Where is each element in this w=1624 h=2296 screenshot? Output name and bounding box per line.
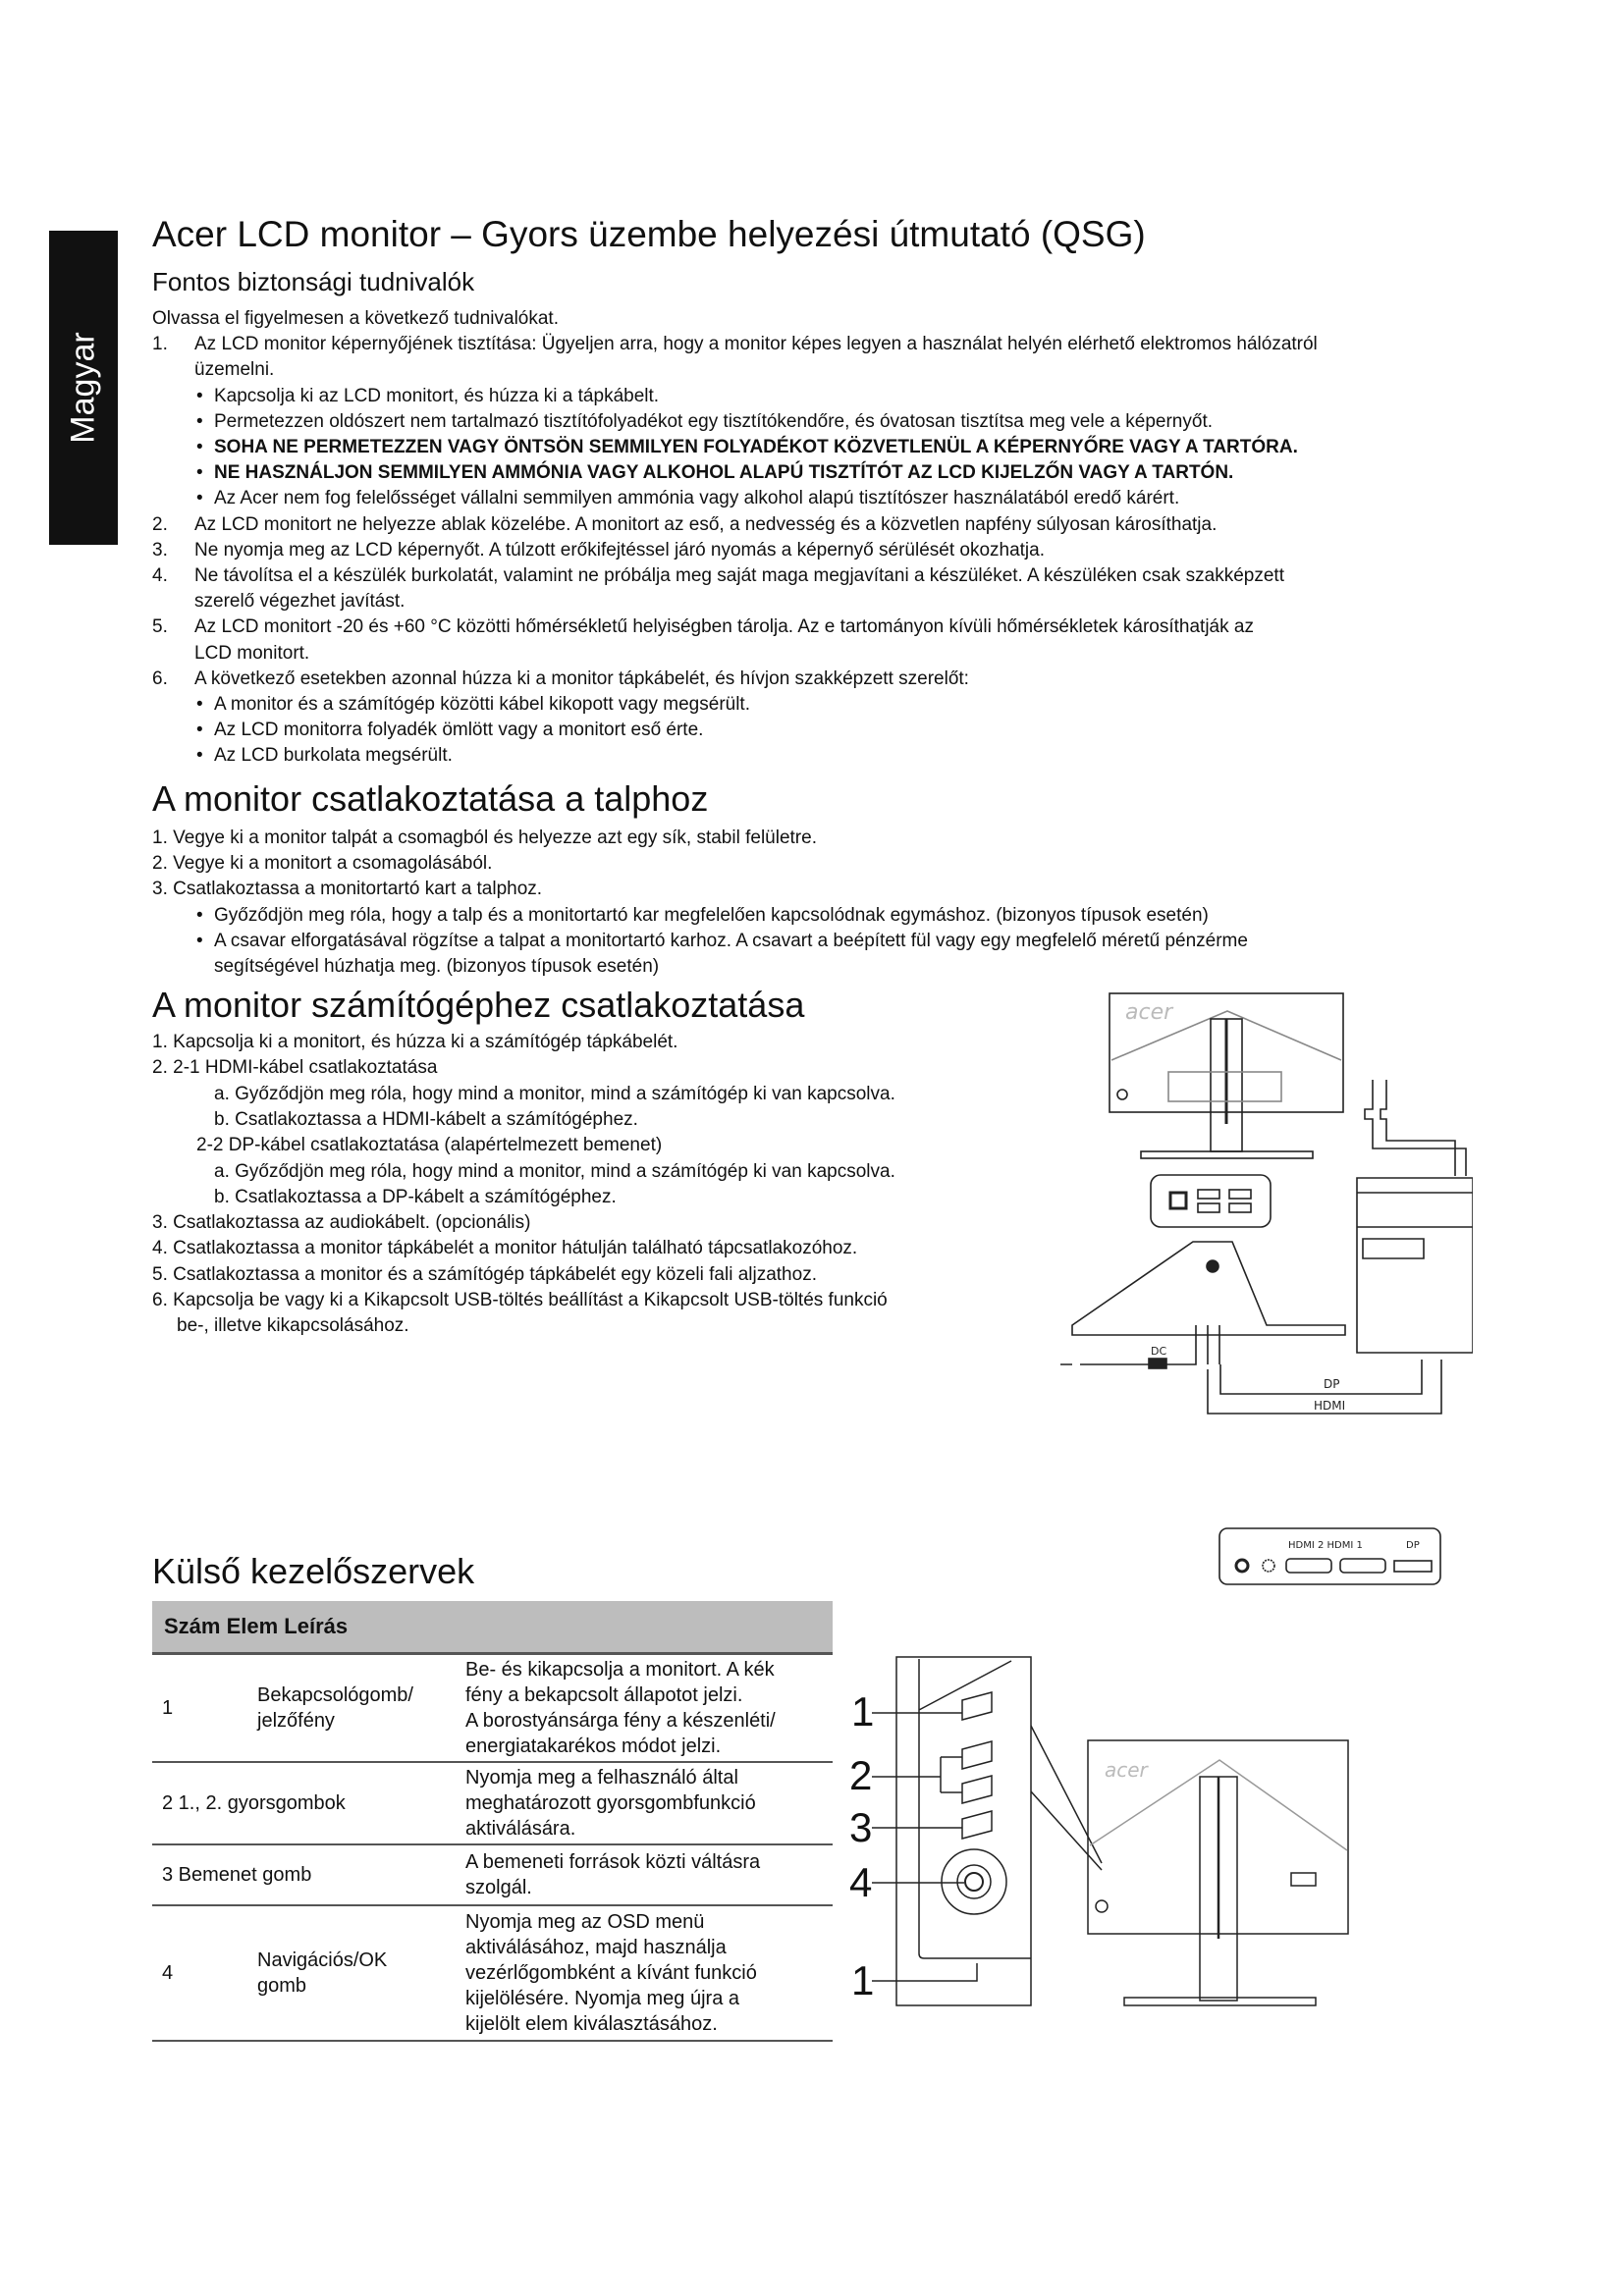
table-desc: kijelölésére. Nyomja meg újra a [465, 1988, 740, 2009]
list-marker: • [196, 904, 203, 926]
controls-heading: Külső kezelőszervek [152, 1551, 475, 1591]
safety-line: szerelő végezhet javítást. [194, 591, 406, 613]
safety-heading: Fontos biztonsági tudnivalók [152, 267, 475, 296]
pc-step: 6. Kapcsolja be vagy ki a Kikapcsolt USB-töltés beállítást a Kikapcsolt USB-töltés funkció [152, 1290, 888, 1310]
safety-line: SOHA NE PERMETEZZEN VAGY ÖNTSÖN SEMMILYEN FOLYADÉKOT KÖZVETLENÜL A KÉPERNYŐRE VAGY A TARTÓRA. [214, 437, 1298, 457]
stand-base-top-view [1072, 1242, 1345, 1335]
usb-a-port [1198, 1203, 1219, 1212]
stand-step: Győződjön meg róla, hogy a talp és a monitortartó kar megfelelően kapcsolódnak egymáshoz. (bizonyos típusok esetén) [214, 904, 1209, 926]
power-button [962, 1692, 992, 1720]
usb-a-port [1229, 1190, 1251, 1199]
safety-line: A következő esetekben azonnal húzza ki a monitor tápkábelét, és hívjon szakképzett szerelőt: [194, 667, 969, 689]
dc-in-port [1236, 1560, 1248, 1572]
table-rule [152, 1904, 833, 1906]
power-cable [1060, 1325, 1219, 1364]
table-desc: Be- és kikapcsolja a monitort. A kék [465, 1659, 775, 1681]
input-button [962, 1811, 992, 1839]
hdmi1-port [1340, 1559, 1385, 1573]
safety-line: Az LCD monitort -20 és +60 °C közötti hőmérsékletű helyiségben tárolja. Az e tartományon kívüli hőmérsékletek károsíthatják az [194, 616, 1254, 638]
io-ports [1291, 1873, 1316, 1886]
pc-tower [1357, 1178, 1473, 1353]
usb-a-port [1229, 1203, 1251, 1212]
safety-line: Ne nyomja meg az LCD képernyőt. A túlzott erőkifejtéssel járó nyomás a képernyő sérülését okozhatja. [194, 539, 1045, 561]
stand-step: 2. Vegye ki a monitort a csomagolásából. [152, 853, 493, 875]
callout-2: 2 [849, 1752, 873, 1798]
list-marker: • [196, 720, 203, 741]
list-marker: • [196, 385, 203, 406]
pc-step: a. Győződjön meg róla, hogy mind a monitor, mind a számítógép ki van kapcsolva. [214, 1083, 895, 1104]
table-header [152, 1601, 833, 1655]
list-marker: • [196, 437, 203, 457]
dp-port [1394, 1561, 1432, 1572]
table-num: 2 1., 2. gyorsgombok [162, 1792, 346, 1814]
pc-step: 3. Csatlakoztassa az audiokábelt. (opcionális) [152, 1212, 531, 1234]
language-label: Magyar [64, 332, 102, 444]
audio-port [1263, 1560, 1274, 1572]
table-desc: kijelölt elem kiválasztásához. [465, 2013, 718, 2035]
table-desc: A bemeneti források közti váltásra [465, 1851, 761, 1873]
table-desc: vezérlőgombként a kívánt funkció [465, 1962, 757, 1984]
list-marker: 4. [152, 565, 168, 586]
list-marker: 6. [152, 667, 168, 689]
list-marker: 1. [152, 334, 168, 355]
pc-step: 2-2 DP-kábel csatlakoztatása (alapértelmezett bemenet) [196, 1135, 663, 1156]
safety-line: Kapcsolja ki az LCD monitort, és húzza ki a tápkábelt. [214, 385, 660, 406]
safety-line: Olvassa el figyelmesen a következő tudnivalókat. [152, 308, 559, 329]
pc-heading: A monitor számítógéphez csatlakoztatása [152, 985, 805, 1025]
safety-line: NE HASZNÁLJON SEMMILYEN AMMÓNIA VAGY ALKOHOL ALAPÚ TISZTÍTÓT AZ LCD KIJELZŐN VAGY A TARTÓN. [214, 462, 1234, 484]
stand-step: segítségével húzhatja meg. (bizonyos típusok esetén) [214, 956, 660, 977]
language-tab [49, 231, 118, 545]
side-panel-outline [896, 1657, 1031, 2005]
port-dp-label: DP [1406, 1540, 1420, 1551]
list-marker: • [196, 694, 203, 715]
stand-step: 3. Csatlakoztassa a monitortartó kart a talphoz. [152, 879, 543, 900]
stand-base [1124, 1998, 1316, 2005]
list-marker: • [196, 745, 203, 767]
table-num: 4 [162, 1962, 174, 1984]
safety-line: Az LCD burkolata megsérült. [214, 745, 453, 767]
table-rule [152, 2040, 833, 2042]
joystick-small [1096, 1900, 1108, 1912]
safety-line: Az Acer nem fog felelősséget vállalni semmilyen ammónia vagy alkohol alapú tisztítószer használatából eredő kárért. [214, 488, 1180, 509]
pc-step: 1. Kapcsolja ki a monitort, és húzza ki a számítógép tápkábelét. [152, 1032, 678, 1052]
pc-step: 5. Csatlakoztassa a monitor és a számítógép tápkábelét egy közeli fali aljzathoz. [152, 1263, 817, 1285]
pc-step: 4. Csatlakoztassa a monitor tápkábelét a monitor hátulján található tápcsatlakozóhoz. [152, 1238, 858, 1259]
list-marker: • [196, 462, 203, 484]
table-header-label: Szám Elem Leírás [164, 1614, 349, 1638]
callout-4: 4 [849, 1859, 873, 1905]
safety-line: Az LCD monitort ne helyezze ablak közelébe. A monitort az eső, a nedvesség és a közvetlen napfény súlyosan károsíthatja. [194, 513, 1218, 535]
table-desc: aktiválására. [465, 1818, 576, 1840]
usb-panel [1151, 1175, 1271, 1227]
hdmi-label: HDMI [1314, 1399, 1346, 1413]
list-marker: • [196, 488, 203, 509]
rear-port-panel [1219, 1528, 1440, 1584]
table-item: Navigációs/OK [257, 1949, 388, 1971]
callout-1-indicator: 1 [851, 1957, 875, 2003]
safety-line: Az LCD monitor képernyőjének tisztítása: Ügyeljen arra, hogy a monitor képes legyen a használat helyén elérhető elektromos hálózatról [194, 334, 1318, 355]
list-marker: 5. [152, 616, 168, 638]
list-marker: 3. [152, 539, 168, 561]
list-marker: • [196, 410, 203, 432]
hotkey-1 [962, 1741, 992, 1769]
safety-line: Ne távolítsa el a készülék burkolatát, valamint ne próbálja meg saját maga megjavítani a készüléket. A készüléken csak szakképzett [194, 565, 1284, 586]
stand-step: A csavar elforgatásával rögzítse a talpat a monitortartó karhoz. A csavart a beépített fül vagy egy megfelelő méretű pénzérme [214, 930, 1248, 951]
stand-heading: A monitor csatlakoztatása a talphoz [152, 778, 709, 819]
usb-b-port [1170, 1193, 1186, 1208]
acer-logo: acer [1105, 1758, 1148, 1782]
pc-step: 2. 2-1 HDMI-kábel csatlakoztatása [152, 1057, 438, 1079]
table-num: 1 [162, 1697, 174, 1719]
connection-diagram [1060, 982, 1473, 1595]
table-desc: Nyomja meg a felhasználó által [465, 1767, 738, 1789]
pc-step: b. Csatlakoztassa a DP-kábelt a számítógéphez. [214, 1186, 617, 1207]
safety-line: üzemelni. [194, 359, 275, 381]
table-desc: aktiválásához, majd használja [465, 1937, 727, 1958]
stand-screw [1207, 1260, 1218, 1272]
table-item: Bekapcsológomb/ [257, 1684, 413, 1706]
usb-a-port [1198, 1190, 1219, 1199]
safety-line: A monitor és a számítógép közötti kábel kikopott vagy megsérült. [214, 694, 750, 715]
stand-base [1141, 1151, 1313, 1158]
table-rule [152, 1843, 833, 1845]
callout-1: 1 [851, 1688, 875, 1735]
page-title: Acer LCD monitor – Gyors üzembe helyezési útmutató (QSG) [152, 214, 1146, 254]
callout-lines [872, 1713, 977, 1981]
safety-line: LCD monitort. [194, 642, 310, 664]
table-desc: szolgál. [465, 1877, 532, 1898]
list-marker: 2. [152, 513, 168, 535]
callout-3: 3 [849, 1804, 873, 1850]
table-desc: Nyomja meg az OSD menü [465, 1911, 705, 1933]
dc-adapter [1149, 1359, 1166, 1368]
table-desc: energiatakarékos módot jelzi. [465, 1735, 722, 1757]
table-desc: A borostyánsárga fény a készenléti/ [465, 1710, 776, 1732]
nav-joystick-ring [957, 1865, 991, 1898]
pc-step: b. Csatlakoztassa a HDMI-kábelt a számítógéphez. [214, 1108, 638, 1130]
table-rule [152, 1761, 833, 1763]
table-desc: fény a bekapcsolt állapotot jelzi. [465, 1684, 743, 1706]
safety-line: Az LCD monitorra folyadék ömlött vagy a monitort eső érte. [214, 720, 704, 741]
safety-line: Permetezzen oldószert nem tartalmazó tisztítófolyadékot egy tisztítókendőre, és óvatosan tisztítsa meg vele a képernyőt. [214, 410, 1214, 432]
list-marker: • [196, 930, 203, 951]
table-item: gomb [257, 1975, 307, 1997]
nav-joystick [965, 1873, 983, 1891]
table-num: 3 Bemenet gomb [162, 1864, 312, 1886]
stand-step: 1. Vegye ki a monitor talpát a csomagból és helyezze azt egy sík, stabil felületre. [152, 828, 817, 848]
nav-joystick-outer [942, 1849, 1006, 1914]
zoom-lines [1031, 1726, 1102, 1870]
pc-step: a. Győződjön meg róla, hogy mind a monitor, mind a számítógép ki van kapcsolva. [214, 1160, 895, 1182]
controls-diagram [844, 1649, 1473, 2042]
joystick-icon [1117, 1090, 1127, 1099]
video-cables [1365, 1080, 1466, 1176]
acer-logo: acer [1125, 1000, 1173, 1025]
hotkey-2 [962, 1776, 992, 1803]
hdmi2-port [1286, 1559, 1331, 1573]
dc-label: DC [1151, 1345, 1167, 1358]
table-desc: meghatározott gyorsgombfunkció [465, 1792, 756, 1814]
table-item: jelzőfény [257, 1710, 335, 1732]
pc-step: be-, illetve kikapcsolásához. [177, 1315, 409, 1337]
dp-label: DP [1324, 1377, 1340, 1391]
port-labels: HDMI 2 HDMI 1 [1288, 1540, 1363, 1551]
